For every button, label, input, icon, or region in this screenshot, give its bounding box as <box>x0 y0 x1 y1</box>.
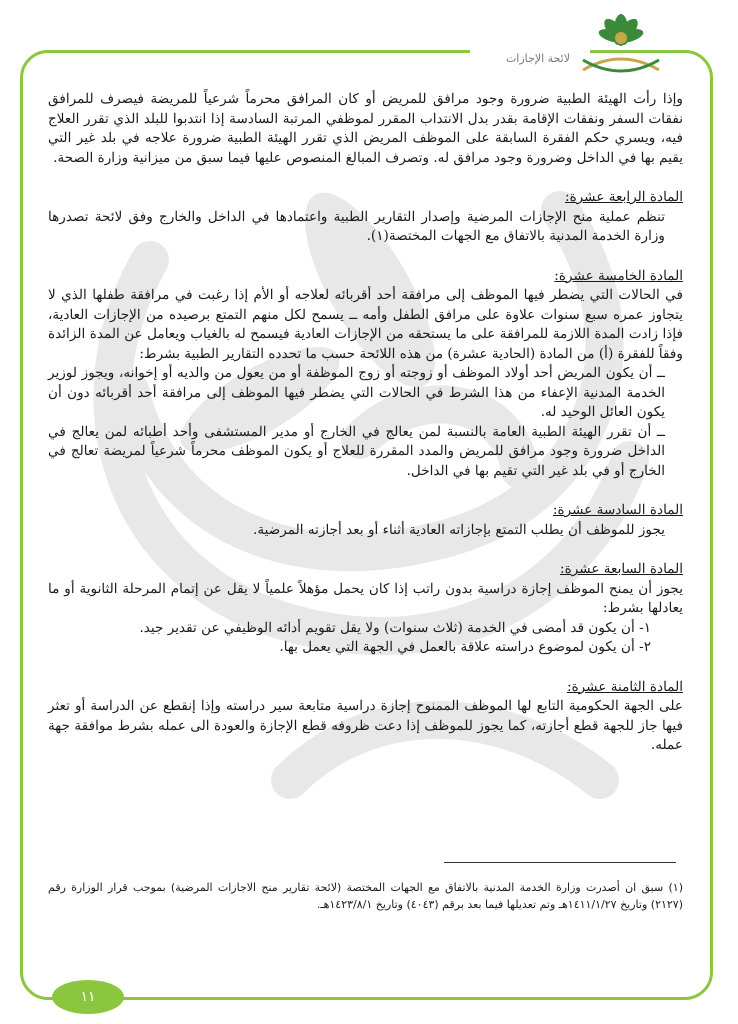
page-number-badge: ١١ <box>52 980 124 1014</box>
article-condition: ــ أن تقرر الهيئة الطبية العامة بالنسبة لمن يعالج في الخارج أو مدير المستشفى وأحد أطبائه لمن يعالج في الداخل ضرورة وجود مرافق للمريض والمدد المقررة للعلاج أو يكون الموظف محرماً شرعياً لمريضة تعالج في الخارج أو في بلد غير التي تقيم بها في الداخل. <box>48 423 665 479</box>
article-text: يجوز أن يمنح الموظف إجازة دراسية بدون راتب إذا كان يحمل مؤهلاً علمياً لا يقل عن إتمام المرحلة الثانوية أو ما يعادلها بشرط: <box>48 580 683 616</box>
article-text: في الحالات التي يضطر فيها الموظف إلى مرافقة أحد أقربائه لعلاجه أو الأم إذا رغبت في مرافقة طفلها الذي لا يتجاوز عمره سبع سنوات علاوة على مرافق الطفل وأمه ــ يسمح لكل منهم التمتع برصيده من الإجازات العادية، فإذا زادت المدة اللازمة للمرافقة على ما يستحقه من الإجازات العادية فيسمح له بالغياب ويعامل عن المدة الزائدة وفقاً للفقرة (أ) من المادة (الحادية عشرة) من هذه اللائحة حسب ما تحدده التقارير الطبية بشرط: <box>48 287 683 362</box>
article-condition: ١- أن يكون قد أمضى في الخدمة (ثلاث سنوات) ولا يقل تقويم أدائه الوظيفي عن تقدير جيد. <box>139 619 651 636</box>
footnote-mark: (١). <box>366 228 389 244</box>
article-15 <box>48 267 683 482</box>
article-heading: المادة السابعة عشرة: <box>560 561 683 577</box>
document-body <box>48 90 683 756</box>
footnote: (١) سبق ان أصدرت وزارة الخدمة المدنية بالاتفاق مع الجهات المختصة (لائحة تقارير منح الاجازات المرضية) بموجب قرار الوزارة رقم (٢١٢٧) وتاريخ ١٤١١/١/٢٧هـ وتم تعديلها فيما بعد برقم (٤٠٤٣) وتاريخ ١٤٢٣/٨/١هـ. <box>48 881 683 911</box>
article-text-body: تنظم عملية منح الإجازات المرضية وإصدار التقارير الطبية واعتمادها في الداخل والخارج وفق لائحة تصدرها وزارة الخدمة المدنية بالاتفاق مع الجهات المختصة <box>48 208 665 244</box>
article-heading: المادة الرابعة عشرة: <box>564 189 683 205</box>
article-condition: ٢- أن يكون لموضوع دراسته علاقة بالعمل في الجهة التي يعمل بها. <box>279 639 651 655</box>
article-16 <box>48 501 683 540</box>
article-text <box>48 208 683 247</box>
article-heading: المادة السادسة عشرة: <box>552 502 683 518</box>
intro-paragraph: وإذا رأت الهيئة الطبية ضرورة وجود مرافق للمريض أو كان المرافق محرماً شرعياً للمريضة فيصرف للمرافق نفقات السفر ونفقات الإقامة بقدر بدل الانتداب المقرر لموظفي المرتبة السادسة إذا انتدبوا للبلد الذي تقرر العلاج فيه، ويسري حكم الفقرة السابقة على الموظف المريض الذي تقرر الهيئة الطبية ضرورة علاجه في بلد غير التي يقيم بها في الداخل وضرورة وجود مرافق له. وتصرف المبالغ المنصوص عليها فيما سبق من ميزانية وزارة الصحة. <box>48 91 683 166</box>
article-18 <box>48 678 683 756</box>
article-17 <box>48 560 683 658</box>
footnote-divider <box>444 862 676 863</box>
palm-emblem-logo <box>575 8 667 80</box>
article-condition: ــ أن يكون المريض أحد أولاد الموظف أو زوجته أو زوج الموظفة أو من يعول من والديه أو إخوانه، ويجوز لوزير الخدمة المدنية الإعفاء من هذا الشرط في الحالات التي يضطر فيها الموظف إلى مرافقة أحد أقربائه دون أن يكون العائل الوحيد له. <box>48 365 665 420</box>
document-header-title: لائحة الإجازات <box>505 52 570 65</box>
article-heading: المادة الخامسة عشرة: <box>554 267 683 284</box>
article-heading: المادة الثامنة عشرة: <box>566 678 683 695</box>
article-text: على الجهة الحكومية التابع لها الموظف الممنوح إجازة دراسية متابعة سير دراسته وإذا إنقطع عن الدراسة أو تعثر فيها جاز للجهة قطع أجازته، كما يجوز للموظف إذا دعت ظروفه قطع الإجازة والعودة الى عمله بشرط موافقة جهة عمله. <box>48 698 683 753</box>
article-14 <box>48 188 683 247</box>
article-text: يجوز للموظف أن يطلب التمتع بإجازاته العادية أثناء أو بعد أجازته المرضية. <box>253 521 665 538</box>
